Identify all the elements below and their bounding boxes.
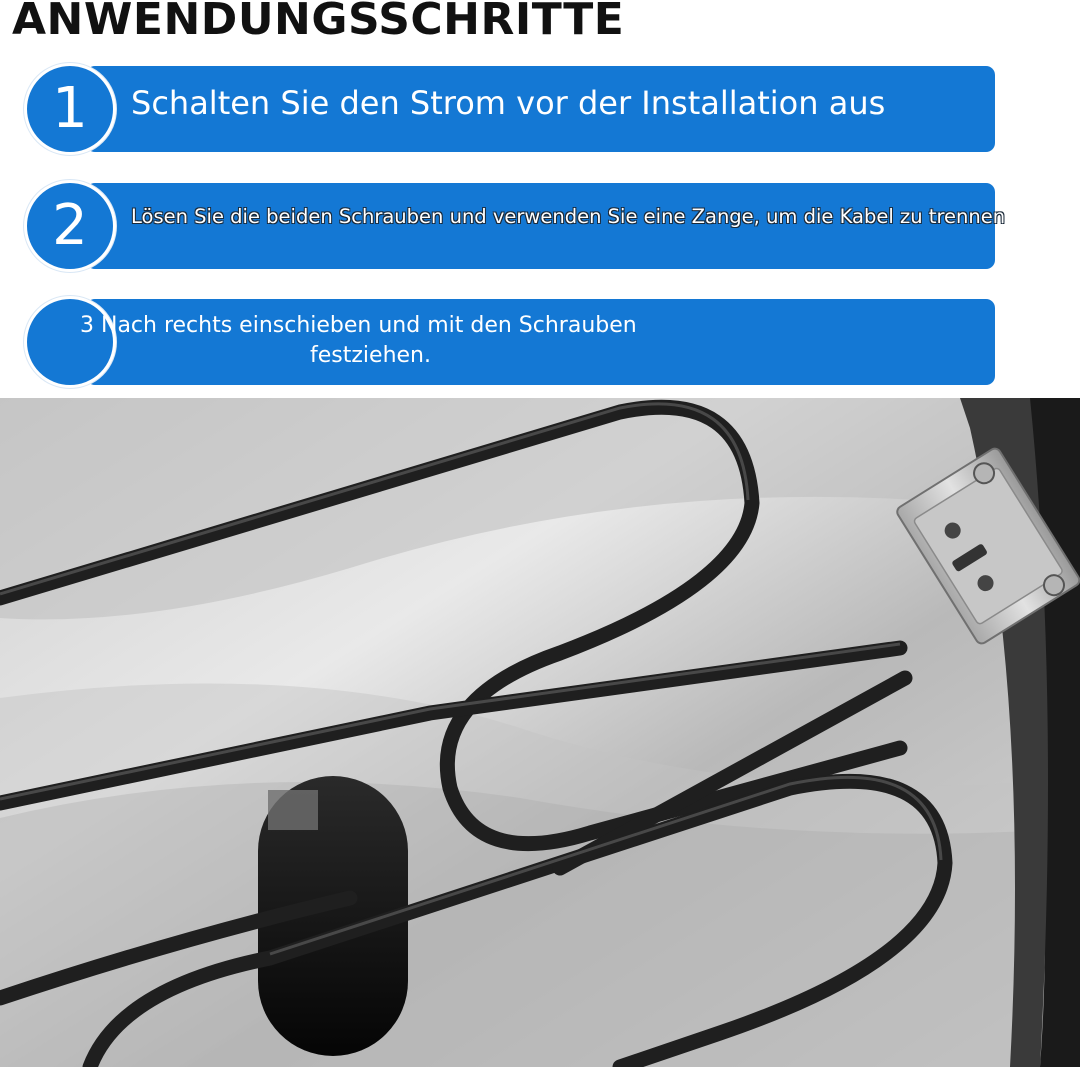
step-1-text: Schalten Sie den Strom vor der Installation aus — [131, 84, 886, 122]
step-2-text: Lösen Sie die beiden Schrauben und verwenden Sie eine Zange, um die Kabel zu trennen — [131, 205, 1006, 228]
step-1-number: 1 — [24, 63, 116, 155]
step-3-text-line2: festziehen. — [310, 343, 431, 368]
heating-element-photo — [0, 398, 1080, 1067]
instructions-panel — [0, 0, 1080, 398]
page-title: ANWENDUNGSSCHRITTE — [12, 0, 625, 45]
step-2-number: 2 — [24, 180, 116, 272]
step-3-text-line1: 3 Nach rechts einschieben und mit den Schrauben — [80, 313, 637, 338]
step-3-text — [80, 311, 637, 371]
